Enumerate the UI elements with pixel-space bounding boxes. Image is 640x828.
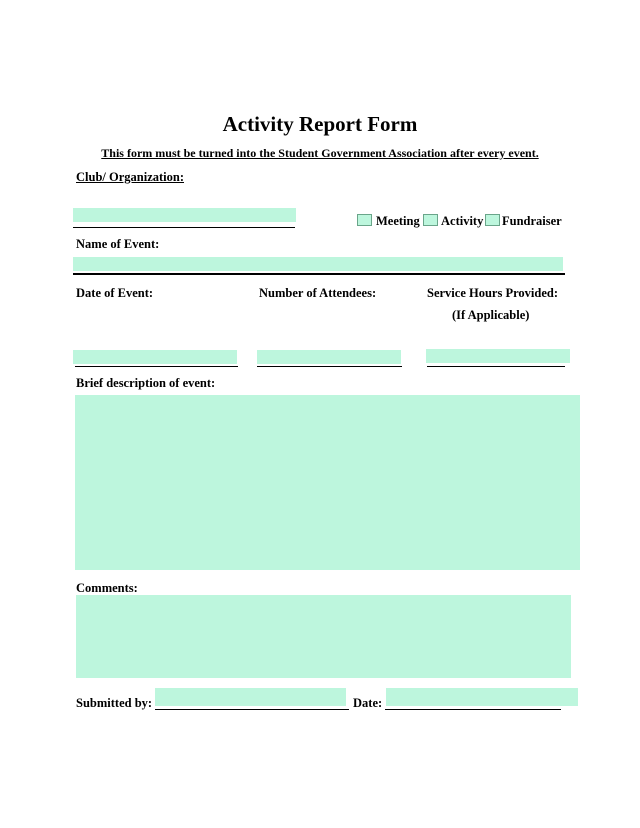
attendees-underline — [257, 366, 402, 367]
description-textarea[interactable] — [75, 395, 580, 570]
activity-label: Activity — [441, 214, 484, 228]
event-date-label: Date of Event: — [76, 286, 154, 300]
meeting-label: Meeting — [376, 214, 420, 228]
form-instructions: This form must be turned into the Student Government Association after every event. — [101, 146, 539, 160]
event-name-input[interactable] — [73, 257, 563, 271]
form-title: Activity Report Form — [222, 112, 418, 136]
submit-date-input[interactable] — [386, 688, 578, 706]
service-hours-note: (If Applicable) — [452, 308, 530, 322]
attendees-label: Number of Attendees: — [259, 286, 377, 300]
service-hours-underline — [427, 366, 565, 367]
club-underline — [73, 227, 295, 228]
event-date-input[interactable] — [73, 350, 237, 364]
comments-textarea[interactable] — [76, 595, 571, 678]
event-date-underline — [75, 366, 238, 367]
club-label: Club/ Organization: — [76, 170, 184, 184]
submit-date-underline — [385, 709, 561, 710]
submitted-by-underline — [155, 709, 349, 710]
submitted-by-label: Submitted by: — [76, 696, 153, 710]
attendees-input[interactable] — [257, 350, 401, 364]
activity-checkbox[interactable] — [423, 214, 438, 226]
service-hours-input[interactable] — [426, 349, 570, 363]
meeting-checkbox[interactable] — [357, 214, 372, 226]
event-name-underline — [73, 273, 565, 275]
fundraiser-label: Fundraiser — [502, 214, 562, 228]
fundraiser-checkbox[interactable] — [485, 214, 500, 226]
service-hours-label: Service Hours Provided: — [427, 286, 558, 300]
submitted-by-input[interactable] — [155, 688, 346, 706]
club-input[interactable] — [73, 208, 296, 222]
comments-label: Comments: — [76, 581, 138, 595]
event-name-label: Name of Event: — [76, 237, 160, 251]
submit-date-label: Date: — [353, 696, 383, 710]
description-label: Brief description of event: — [76, 376, 216, 390]
